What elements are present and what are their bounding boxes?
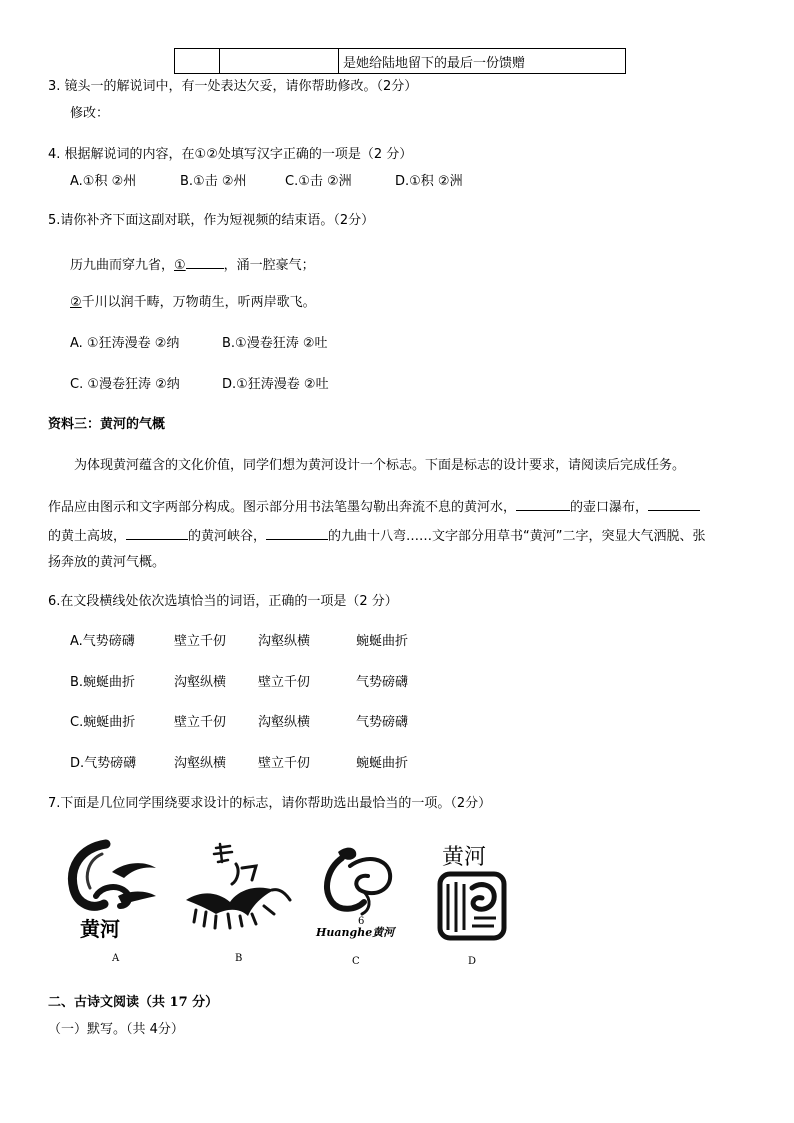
q6-d-2: 沟壑纵横 — [174, 756, 227, 771]
top-table-fragment — [174, 48, 626, 74]
q5-stem: 5.请你补齐下面这副对联，作为短视频的结束语。（2分） — [48, 213, 375, 228]
q6-d-3: 壁立千仞 — [258, 756, 311, 771]
q5-line1-post: ，涌一腔豪气； — [223, 258, 315, 273]
q5-line1-mark: ① — [174, 258, 186, 273]
para2-text-a: 作品应由图示和文字两部分构成。图示部分用书法笔墨勾勒出奔流不息的黄河水， — [48, 500, 517, 515]
q7-stem: 7.下面是几位同学围绕要求设计的标志，请你帮助选出最恰当的一项。（2分） — [48, 796, 492, 811]
q6-c-1: C.蜿蜒曲折 — [70, 715, 136, 730]
para2-text-c: 的黄土高坡， — [48, 529, 127, 544]
q5-option-c: C. ①漫卷狂涛 ②纳 — [70, 377, 180, 392]
q5-option-b: B.①漫卷狂涛 ②吐 — [222, 336, 328, 351]
logo-a-text: 黄河 — [80, 917, 120, 941]
para2-blank-2 — [648, 498, 700, 511]
logo-a-image — [66, 838, 162, 946]
q4-option-d: D.①积 ②洲 — [395, 174, 463, 189]
q6-b-2: 沟壑纵横 — [174, 675, 227, 690]
q5-line2-mark: ② — [70, 295, 82, 310]
q5-blank-1 — [186, 256, 224, 269]
q5-option-d: D.①狂涛漫卷 ②吐 — [222, 377, 329, 392]
logo-b-image — [182, 840, 292, 932]
logo-c-number: 6 — [358, 916, 365, 927]
material3-para2-line3: 扬奔放的黄河气概。 — [48, 555, 166, 570]
q5-line2-post: 千川以润千畴，万物萌生，听两岸歌飞。 — [81, 295, 316, 310]
table-cell-3: 是她给陆地留下的最后一份馈赠 — [339, 49, 626, 74]
logo-d-image — [432, 838, 514, 948]
material3-heading: 资料三：黄河的气概 — [48, 417, 166, 432]
para2-blank-4 — [266, 527, 328, 540]
para2-text-e: 的九曲十八弯……文字部分用草书“黄河”二字，突显大气洒脱、张 — [328, 529, 706, 544]
material3-para1: 为体现黄河蕴含的文化价值，同学们想为黄河设计一个标志。下面是标志的设计要求，请阅读后完成任务。 — [74, 458, 686, 473]
q6-b-4: 气势磅礴 — [356, 675, 409, 690]
logo-caption-b: B — [235, 953, 243, 964]
q6-d-4: 蜿蜒曲折 — [356, 756, 409, 771]
q6-b-3: 壁立千仞 — [258, 675, 311, 690]
q6-c-2: 壁立千仞 — [174, 715, 227, 730]
q5-couplet-line2 — [70, 296, 316, 309]
material3-para2-line2 — [48, 527, 706, 543]
logo-d-text: 黄河 — [442, 845, 487, 870]
para2-blank-1 — [516, 498, 570, 511]
section2-subheading: （一）默写。（共 4分） — [48, 1022, 184, 1037]
q6-a-1: A.气势磅礴 — [70, 634, 135, 649]
para2-blank-3 — [126, 527, 188, 540]
q4-option-b: B.①击 ②州 — [180, 174, 247, 189]
section2-heading: 二、古诗文阅读（共 17 分） — [48, 995, 219, 1010]
q6-c-3: 沟壑纵横 — [258, 715, 311, 730]
q5-option-a: A. ①狂涛漫卷 ②纳 — [70, 336, 180, 351]
q3-stem: 3. 镜头一的解说词中，有一处表达欠妥，请你帮助修改。（2分） — [48, 79, 418, 94]
q4-option-a: A.①积 ②州 — [70, 174, 137, 189]
para2-text-b: 的壶口瀑布， — [570, 500, 649, 515]
q6-a-4: 蜿蜒曲折 — [356, 634, 409, 649]
logo-caption-d: D — [468, 956, 477, 967]
q6-b-1: B.蜿蜒曲折 — [70, 675, 136, 690]
q5-couplet-line1 — [70, 256, 315, 272]
q3-answer-label: 修改： — [70, 106, 110, 121]
q6-c-4: 气势磅礴 — [356, 715, 409, 730]
q4-stem: 4. 根据解说词的内容，在①②处填写汉字正确的一项是（2 分） — [48, 147, 413, 162]
logo-c-text: Huanghe黄河 — [316, 926, 395, 939]
q5-line1-pre: 历九曲而穿九省， — [70, 258, 175, 273]
table-cell-2 — [220, 49, 339, 74]
logo-caption-c: C — [352, 956, 360, 967]
table-cell-1 — [175, 49, 220, 74]
q4-option-c: C.①击 ②洲 — [285, 174, 352, 189]
q6-d-1: D.气势磅礴 — [70, 756, 137, 771]
q6-a-2: 壁立千仞 — [174, 634, 227, 649]
para2-text-d: 的黄河峡谷， — [188, 529, 267, 544]
q6-a-3: 沟壑纵横 — [258, 634, 311, 649]
logo-caption-a: A — [112, 953, 120, 964]
q6-stem: 6.在文段横线处依次选填恰当的词语，正确的一项是（2 分） — [48, 594, 398, 609]
logo-c-image — [314, 840, 406, 944]
material3-para2-line1 — [48, 498, 700, 514]
